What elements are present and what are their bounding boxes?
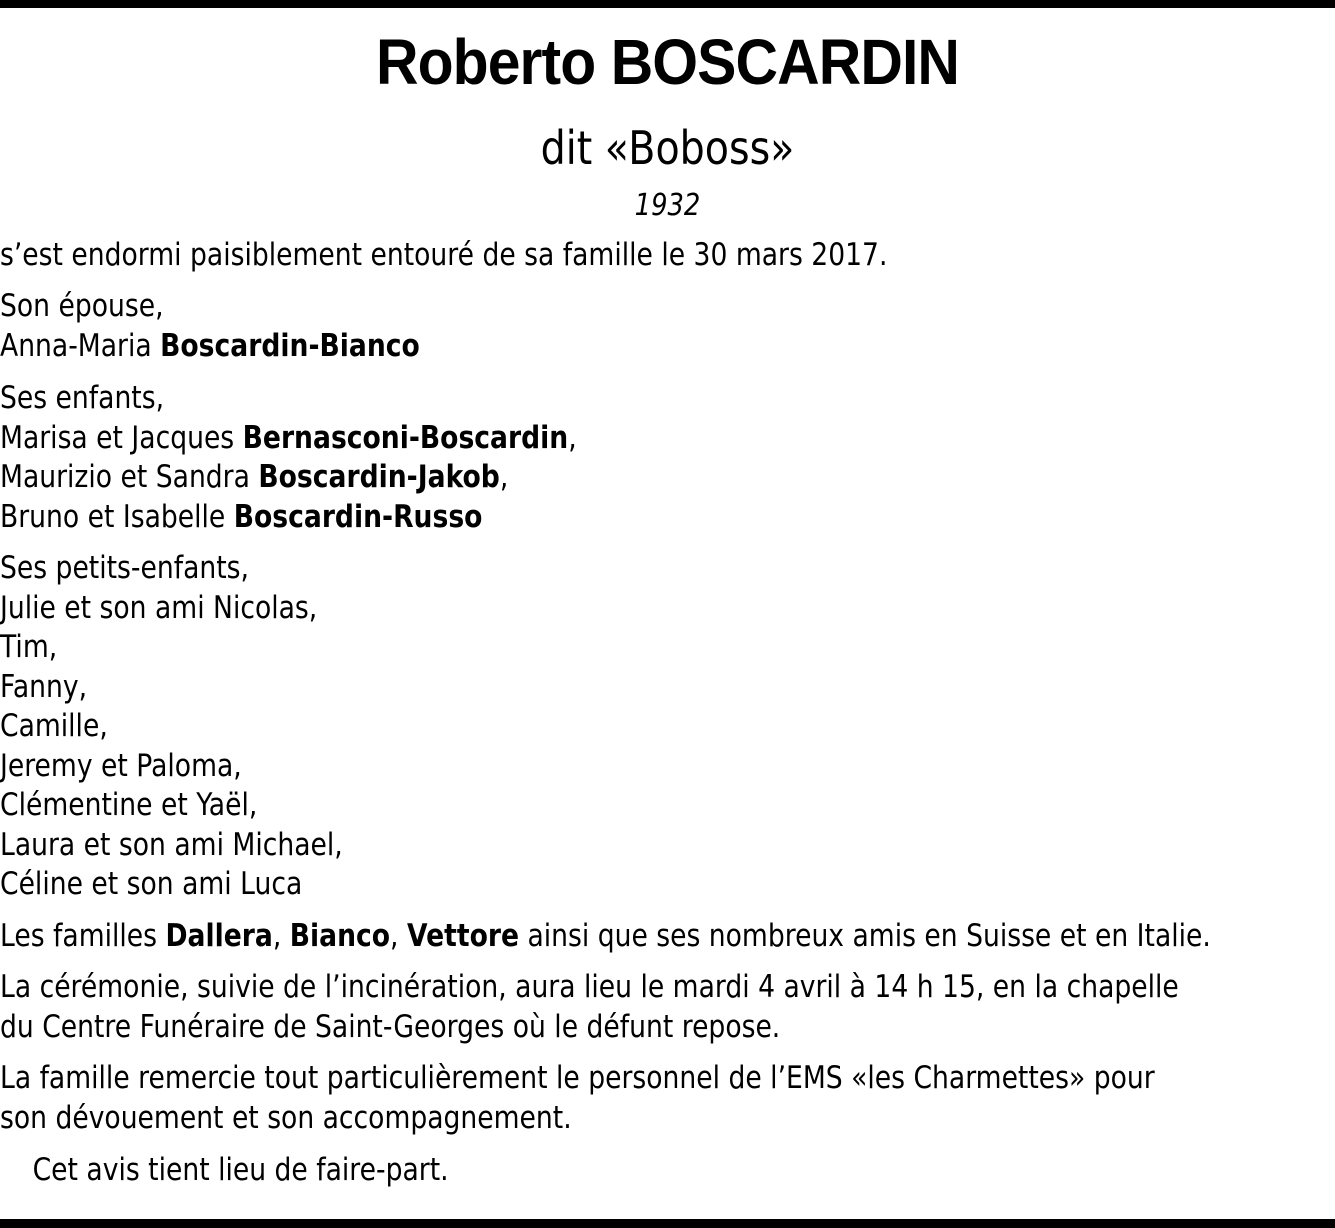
grandchild-entry: Laura et son ami Michael, xyxy=(0,826,343,863)
announcement-text: s’est endormi paisiblement entouré de sa famille le 30 mars 2017. xyxy=(0,237,888,273)
families-section xyxy=(0,917,1335,957)
thanks-line: La famille remercie tout particulièrement le personnel de l’EMS «les Charmettes» pour xyxy=(0,1060,1155,1096)
closing-text: Cet avis tient lieu de faire-part. xyxy=(32,1152,449,1188)
child-entry xyxy=(0,458,1145,498)
spouse-heading: Son épouse, xyxy=(0,288,164,324)
child-separator: , xyxy=(568,419,577,456)
child-last-name: Boscardin-Russo xyxy=(233,498,483,535)
grandchild-entry: Clémentine et Yaël, xyxy=(0,787,258,823)
grandchild-entry: Jeremy et Paloma, xyxy=(0,747,242,784)
child-last-name: Bernasconi-Boscardin xyxy=(242,419,569,456)
closing-section xyxy=(0,1151,1335,1191)
birth-year: 1932 xyxy=(634,188,701,223)
deceased-name: Roberto BOSCARDIN xyxy=(376,26,959,98)
deceased-nickname: dit «Boboss» xyxy=(540,121,795,175)
grandchildren-heading: Ses petits-enfants, xyxy=(0,550,249,586)
ceremony-line: du Centre Funéraire de Saint-Georges où le défunt repose. xyxy=(0,1008,781,1045)
thanks-line: son dévouement et son accompagnement. xyxy=(0,1099,572,1136)
ceremony-line: La cérémonie, suivie de l’incinération, aura lieu le mardi 4 avril à 14 h 15, en la chapelle xyxy=(0,969,1179,1005)
families-text xyxy=(0,917,1211,957)
child-separator: , xyxy=(499,459,509,495)
children-section xyxy=(0,379,1335,537)
thanks-section xyxy=(0,1059,1335,1138)
spouse-entry xyxy=(0,327,1145,367)
families-prefix: Les familles xyxy=(0,918,166,954)
child-last-name: Boscardin-Jakob xyxy=(258,459,500,495)
spouse-last-name: Boscardin-Bianco xyxy=(160,327,420,364)
grandchildren-section xyxy=(0,549,1335,905)
grandchild-entry: Tim, xyxy=(0,629,58,665)
ceremony-section xyxy=(0,968,1335,1047)
grandchild-entry: Camille, xyxy=(0,708,108,744)
announcement xyxy=(0,236,1335,276)
family-name: Vettore xyxy=(406,918,520,954)
child-first-names: Marisa et Jacques xyxy=(0,419,243,456)
grandchild-entry: Céline et son ami Luca xyxy=(0,866,303,902)
family-name: Dallera xyxy=(165,918,273,954)
families-suffix: ainsi que ses nombreux amis en Suisse et en Italie. xyxy=(519,918,1211,954)
child-entry xyxy=(0,498,1145,538)
child-entry xyxy=(0,419,1145,459)
children-heading: Ses enfants, xyxy=(0,380,165,416)
family-name: Bianco xyxy=(289,918,391,954)
child-first-names: Maurizio et Sandra xyxy=(0,459,259,495)
grandchild-entry: Fanny, xyxy=(0,668,88,705)
grandchild-entry: Julie et son ami Nicolas, xyxy=(0,589,318,626)
top-rule xyxy=(0,0,1335,8)
spouse-section xyxy=(0,287,1335,366)
spouse-first-name: Anna-Maria xyxy=(0,327,161,364)
child-first-names: Bruno et Isabelle xyxy=(0,498,234,535)
families-separator: , xyxy=(390,918,407,954)
families-separator: , xyxy=(272,918,290,954)
bottom-rule xyxy=(0,1219,1335,1228)
